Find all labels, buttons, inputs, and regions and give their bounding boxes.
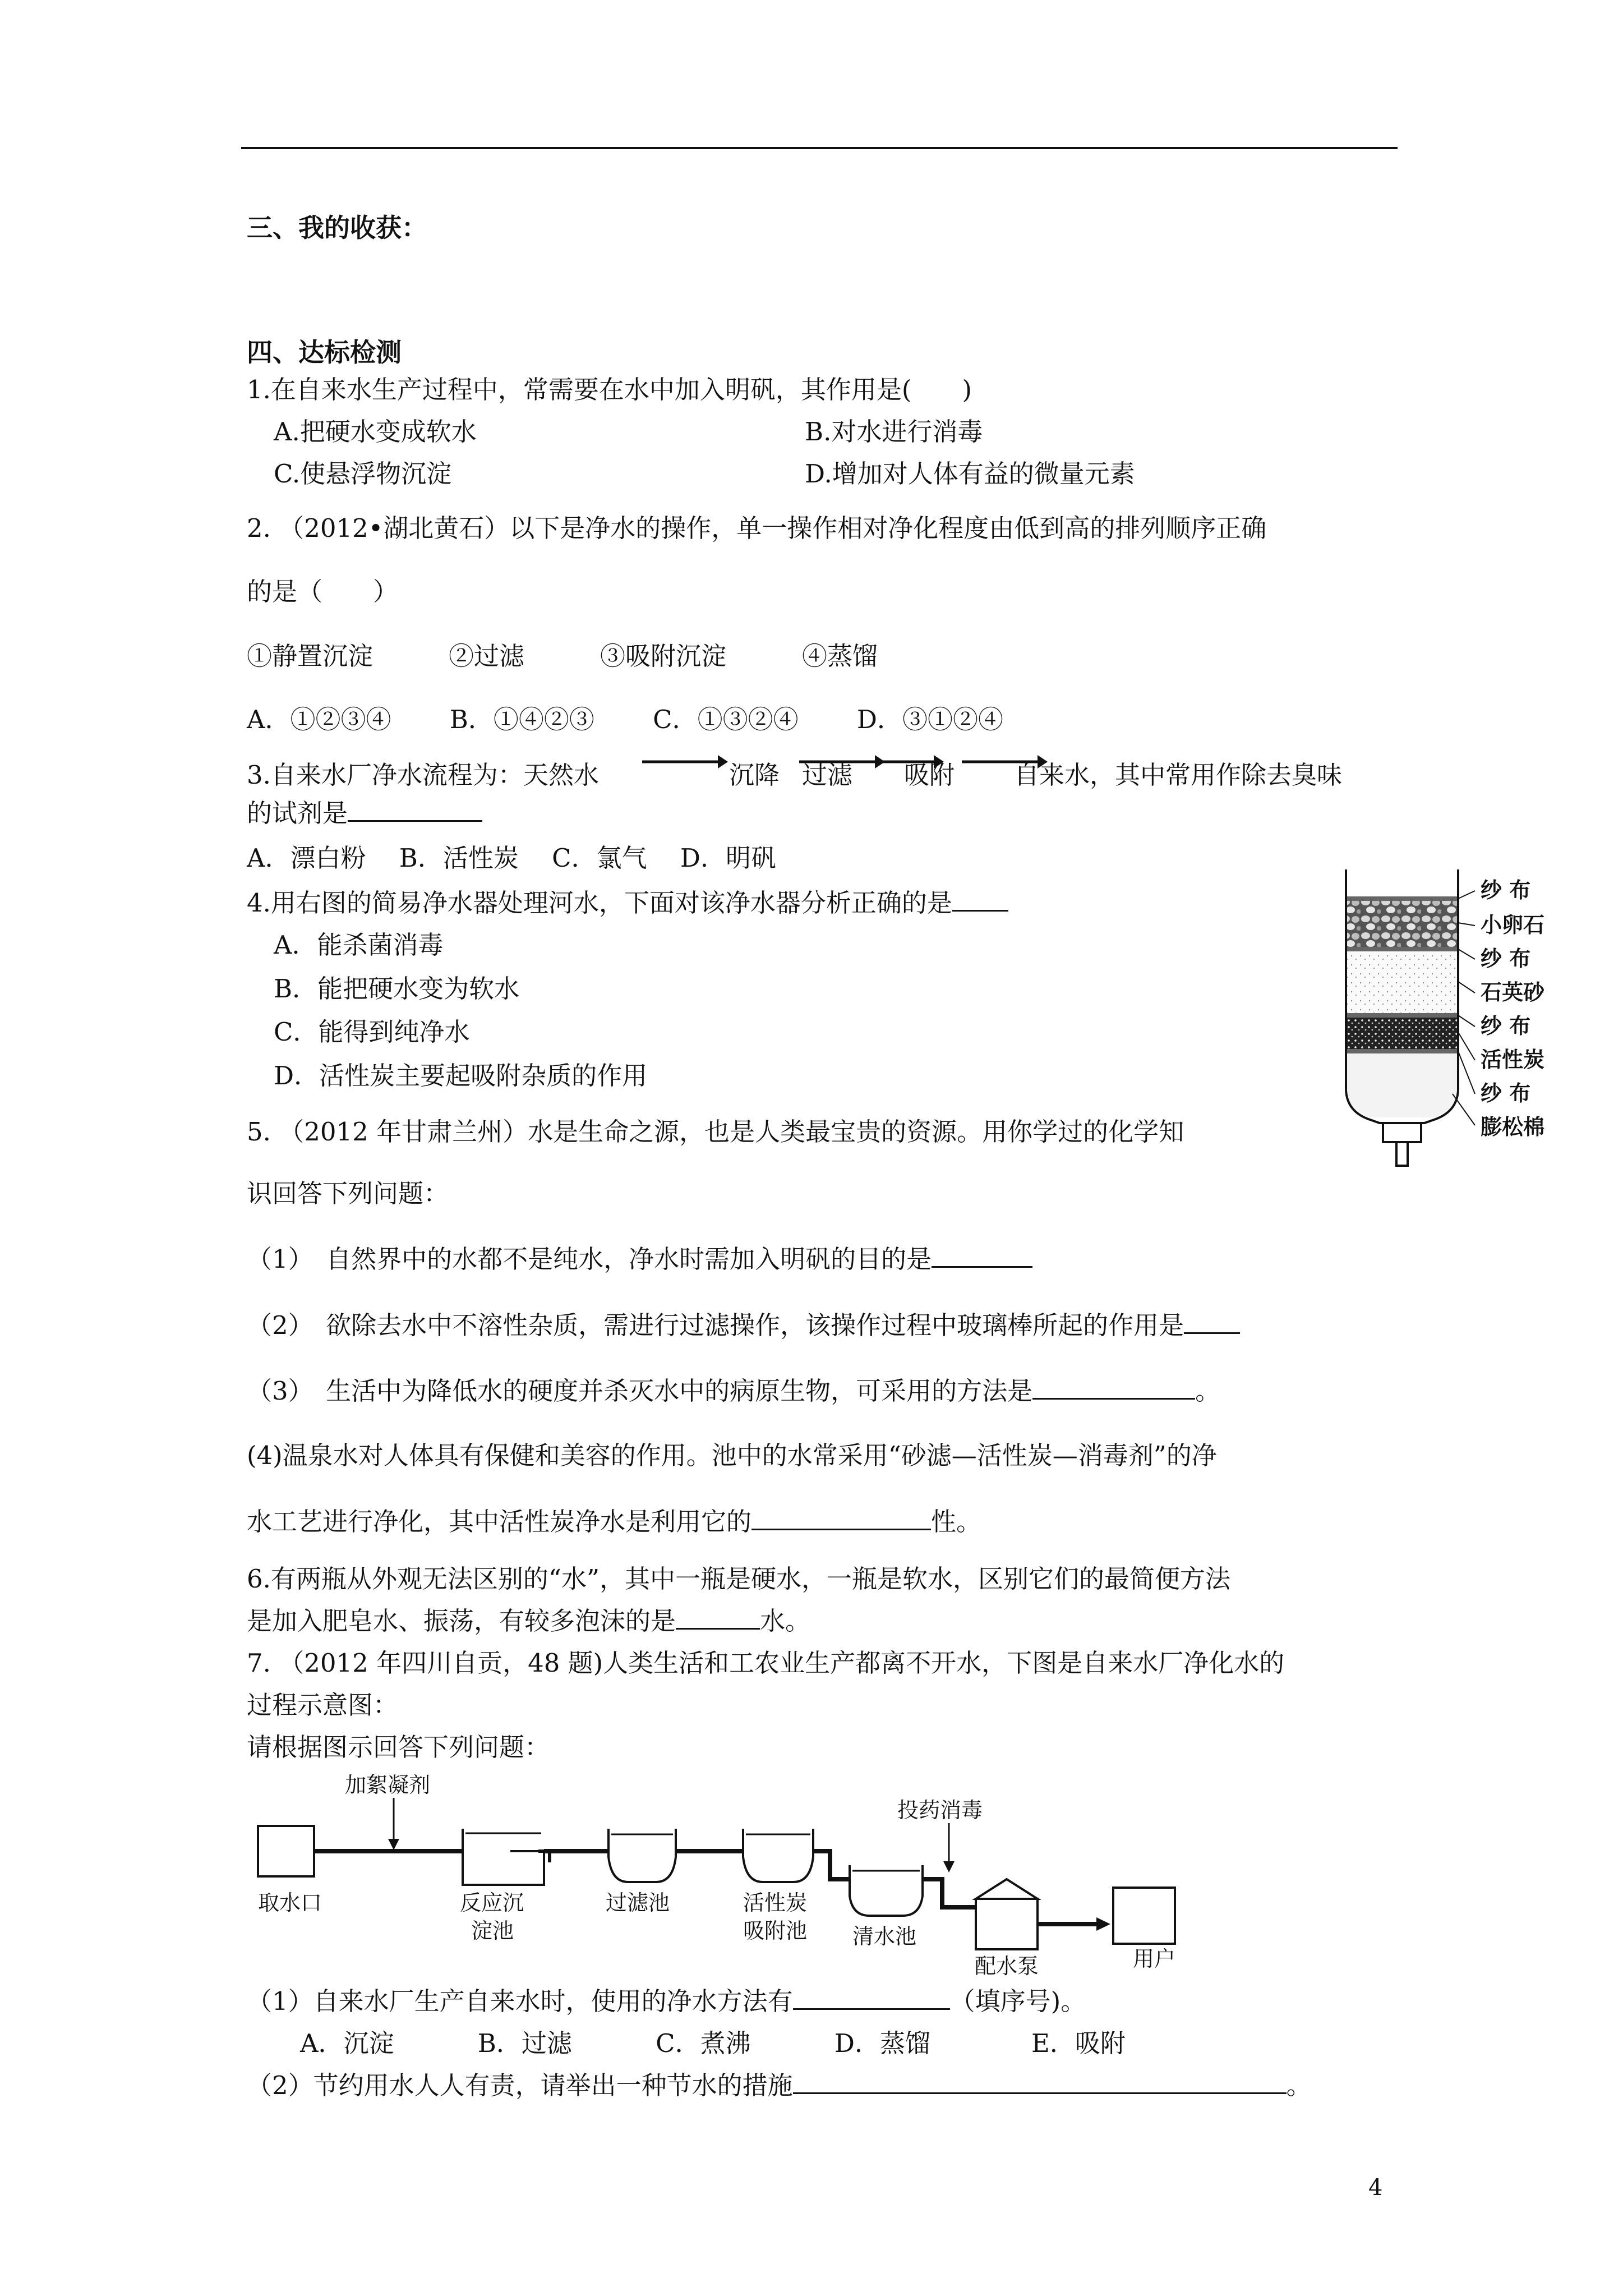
q5-part3-end: 。 xyxy=(1195,1376,1221,1406)
q3-stem-prefix: 3.自来水厂净水流程为：天然水 xyxy=(247,760,599,790)
filter-label: 活性炭 xyxy=(1481,1047,1545,1072)
q7-sub1 xyxy=(247,1985,1086,2018)
pebble-layer xyxy=(1347,901,1457,947)
reaction-tank xyxy=(463,1829,544,1885)
q4-option-b: B．能把硬水变为软水 xyxy=(274,974,520,1004)
gauze-layer-1 xyxy=(1347,896,1457,901)
q5-part2-text: （2） 欲除去水中不溶性杂质，需进行过滤操作，该操作过程中玻璃棒所起的作用是 xyxy=(247,1310,1184,1340)
filter-label: 石英砂 xyxy=(1481,979,1545,1005)
q3-flow-arrow-1 xyxy=(639,740,729,774)
q6-stem-line1: 6.有两瓶从外观无法区别的“水”，其中一瓶是硬水，一瓶是软水，区别它们的最简便方法 xyxy=(247,1564,1230,1594)
q5-part3-blank[interactable] xyxy=(1032,1375,1195,1400)
q7-sub2-blank[interactable] xyxy=(793,2070,1287,2094)
q5-stem-line1: 5. （2012 年甘肃兰州）水是生命之源，也是人类最宝贵的资源。用你学过的化学知 xyxy=(247,1117,1184,1147)
carbon-label-line2: 吸附池 xyxy=(743,1918,808,1943)
clear-water-label: 清水池 xyxy=(852,1924,917,1949)
header-rule xyxy=(241,147,1398,149)
q5-part4-end: 性。 xyxy=(931,1507,982,1536)
q5-part4-line1: (4)温泉水对人体具有保健和美容的作用。池中的水常采用“砂滤—活性炭—消毒剂”的净 xyxy=(247,1441,1217,1470)
filter-label: 纱 布 xyxy=(1481,946,1531,971)
q7-stem-line1: 7. （2012 年四川自贡，48 题)人类生活和工农业生产都离不开水，下图是自来水厂净化水的 xyxy=(247,1648,1285,1678)
water-treatment-diagram xyxy=(247,1773,1312,1980)
gauze-layer-4 xyxy=(1347,1049,1457,1053)
q1-option-c: C.使悬浮物沉淀 xyxy=(274,459,452,489)
reaction-label-line1: 反应沉 xyxy=(460,1890,524,1915)
q4-answer-blank[interactable] xyxy=(952,887,1008,912)
q5-part3 xyxy=(247,1374,1220,1408)
q1-option-b: B.对水进行消毒 xyxy=(805,417,983,447)
disinfect-label: 投药消毒 xyxy=(897,1798,983,1823)
q5-part4-blank[interactable] xyxy=(751,1506,931,1530)
q4-option-d: D．活性炭主要起吸附杂质的作用 xyxy=(274,1061,648,1091)
reaction-label-line2: 淀池 xyxy=(471,1918,514,1943)
filter-label: 膨松棉 xyxy=(1481,1114,1545,1139)
q7-sub2-text: （2）节约用水人人有责，请举出一种节水的措施 xyxy=(247,2070,793,2100)
q3-answer-blank[interactable] xyxy=(348,798,482,822)
q3-stem-suffix: 自来水，其中常用作除去臭味 xyxy=(1014,760,1343,790)
q5-part4-line2 xyxy=(247,1505,981,1539)
q5-part2 xyxy=(247,1309,1240,1342)
filter-label: 纱 布 xyxy=(1481,1080,1531,1106)
q5-part2-blank[interactable] xyxy=(1184,1310,1240,1334)
q5-part1-blank[interactable] xyxy=(932,1244,1032,1268)
section-heading-test: 四、达标检测 xyxy=(247,337,402,367)
intake-box xyxy=(258,1826,314,1876)
filter-label: 纱 布 xyxy=(1481,1013,1531,1038)
pump-box xyxy=(976,1899,1038,1949)
q7-stem-line2: 过程示意图： xyxy=(247,1690,399,1720)
filter-label: 纱 布 xyxy=(1481,877,1531,903)
q4-stem-text: 4.用右图的简易净水器处理河水，下面对该净水器分析正确的是 xyxy=(247,888,952,918)
q1-option-a: A.把硬水变成软水 xyxy=(274,417,477,447)
q2-stem-line1: 2. （2012•湖北黄石）以下是净水的操作，单一操作相对净化程度由低到高的排列顺序正确 xyxy=(247,513,1267,543)
q2-operations: ①静置沉淀 ②过滤 ③吸附沉淀 ④蒸馏 xyxy=(247,641,878,671)
q3-step-filter: 过滤 xyxy=(802,760,853,790)
carbon-tank xyxy=(743,1829,813,1882)
q2-stem-line2: 的是（ ） xyxy=(247,577,399,606)
coagulant-label: 加絮凝剂 xyxy=(345,1773,431,1797)
q6-stem-line2-text: 是加入肥皂水、振荡，有较多泡沫的是 xyxy=(247,1606,676,1636)
q5-part1 xyxy=(247,1243,1032,1276)
activated-carbon-layer xyxy=(1347,1018,1457,1049)
water-filter-figure xyxy=(1340,864,1576,1167)
pump-label: 配水泵 xyxy=(975,1954,1039,1978)
q7-sub2-end: 。 xyxy=(1286,2070,1312,2100)
q6-stem-line2 xyxy=(247,1604,810,1638)
gauze-layer-2 xyxy=(1347,947,1457,951)
q5-part3-text: （3） 生活中为降低水的硬度并杀灭水中的病原生物，可采用的方法是 xyxy=(247,1376,1033,1406)
intake-label: 取水口 xyxy=(258,1890,322,1915)
filter-label: 小卵石 xyxy=(1481,912,1545,937)
gauze-layer-3 xyxy=(1347,1013,1457,1018)
q3-options: A．漂白粉 B．活性炭 C．氯气 D．明矾 xyxy=(247,843,776,873)
quartz-sand-layer xyxy=(1347,951,1457,1013)
q7-sub1-text: （1）自来水厂生产自来水时，使用的净水方法有 xyxy=(247,1986,793,2016)
section-heading-harvest: 三、我的收获： xyxy=(247,213,427,243)
q7-stem-line3: 请根据图示回答下列问题： xyxy=(247,1732,550,1762)
page-number: 4 xyxy=(1368,2175,1383,2201)
carbon-label-line1: 活性炭 xyxy=(743,1890,808,1915)
q5-stem-line2: 识回答下列问题： xyxy=(247,1179,449,1208)
q7-sub2 xyxy=(247,2069,1312,2102)
q4-option-a: A．能杀菌消毒 xyxy=(274,930,444,960)
q7-sub1-blank[interactable] xyxy=(793,1986,950,2010)
q3-step-settle: 沉降 xyxy=(729,760,780,790)
q6-stem-line2-end: 水。 xyxy=(760,1606,811,1636)
q1-stem: 1.在自来水生产过程中，常需要在水中加入明矾，其作用是( ) xyxy=(247,375,972,404)
user-label: 用户 xyxy=(1133,1947,1176,1971)
q3-stem-line2 xyxy=(247,797,482,830)
q4-stem xyxy=(247,886,1008,920)
cotton-layer xyxy=(1347,1053,1457,1117)
q2-options: A．①②③④ B．①④②③ C．①③②④ D．③①②④ xyxy=(247,705,1003,734)
filter-tank-label: 过滤池 xyxy=(606,1890,670,1915)
q5-part1-text: （1） 自然界中的水都不是纯水，净水时需加入明矾的目的是 xyxy=(247,1244,932,1274)
q1-option-d: D.增加对人体有益的微量元素 xyxy=(805,459,1135,489)
q7-sub1-end: （填序号)。 xyxy=(949,1986,1086,2016)
q3-stem-line2-text: 的试剂是 xyxy=(247,798,348,828)
filter-tank xyxy=(608,1829,676,1882)
user-box xyxy=(1113,1888,1175,1944)
q6-answer-blank[interactable] xyxy=(676,1605,760,1630)
q4-option-c: C．能得到纯净水 xyxy=(274,1017,470,1047)
q7-options: A．沉淀 B．过滤 C．煮沸 D．蒸馏 E．吸附 xyxy=(300,2028,1126,2058)
clear-water-tank xyxy=(850,1865,923,1916)
q5-part4-text: 水工艺进行净化，其中活性炭净水是利用它的 xyxy=(247,1507,752,1536)
q3-step-adsorb: 吸附 xyxy=(904,760,955,790)
